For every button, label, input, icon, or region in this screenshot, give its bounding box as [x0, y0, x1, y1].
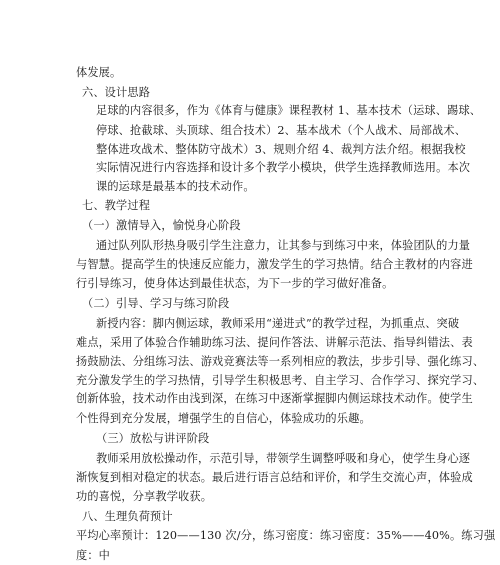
text-line: 教师采用放松操动作，示范引导，带领学生调整呼吸和身心，使学生身心逐 [96, 452, 471, 465]
text-line: 停球、抢截球、头顶球、组合技术）2、基本战术（个人战术、局部战术、 [96, 123, 467, 137]
text-line: 功的喜悦，分享教学收获。 [76, 490, 213, 504]
text-line: 与智慧。提高学生的快速反应能力，激发学生的学习热情。结合主教材的内容进 [76, 258, 473, 272]
text-line: 体发展。 [76, 66, 122, 79]
section-heading: 八、生理负荷预计 [82, 509, 173, 523]
text-line: 新授内容：脚内侧运球，教师采用“递进式”的教学过程，为抓重点、突破 [96, 316, 460, 330]
text-line: 足球的内容很多，作为《体育与健康》课程教材 1、基本技术（运球、踢球、 [96, 104, 482, 118]
text-line: 度：中 [76, 549, 111, 562]
text-line: 扬鼓励法、分组练习法、游戏竞赛法等一系列相应的教法，步步引导、强化练习、 [76, 355, 485, 369]
text-line: 平均心率预计：120——130 次/分，练习密度：练习密度：35%——40%。练习强 [76, 529, 496, 543]
section-heading: 七、教学过程 [82, 199, 151, 213]
subsection-heading: （二）引导、学习与练习阶段 [82, 297, 230, 311]
text-line: 课的运球是最基本的技术动作。 [96, 179, 255, 193]
text-line: 整体进攻战术、整体防守战术）3、规则介绍 4、裁判方法介绍。根据我校 [96, 142, 466, 156]
text-line: 实际情况进行内容选择和设计多个教学小模块，供学生选择教师选用。本次 [96, 161, 471, 175]
section-heading: 六、设计思路 [82, 85, 151, 99]
text-line: 创新体验，技术动作由浅到深，在练习中逐渐掌握脚内侧运球技术动作。使学生 [76, 392, 473, 406]
text-line: 个性得到充分发展，增强学生的自信心，体验成功的乐趣。 [76, 411, 371, 425]
text-line: 通过队列队形热身吸引学生注意力，让其参与到练习中来，体验团队的力量 [96, 238, 471, 252]
subsection-heading: （一）激情导入，愉悦身心阶段 [82, 218, 241, 232]
subsection-heading: （三）放松与讲评阶段 [96, 431, 210, 445]
text-line: 渐恢复到相对稳定的状态。最后进行语言总结和评价，和学生交流心声，体验成 [76, 470, 473, 484]
text-line: 行引导练习，使身体达到最佳状态，为下一步的学习做好准备。 [76, 276, 394, 290]
text-line: 难点，采用了体验合作辅助练习法、提问作答法、讲解示范法、指导纠错法、表 [76, 336, 473, 350]
text-line: 充分激发学生的学习热情，引导学生积极思考、自主学习、合作学习、探究学习、 [76, 373, 485, 387]
